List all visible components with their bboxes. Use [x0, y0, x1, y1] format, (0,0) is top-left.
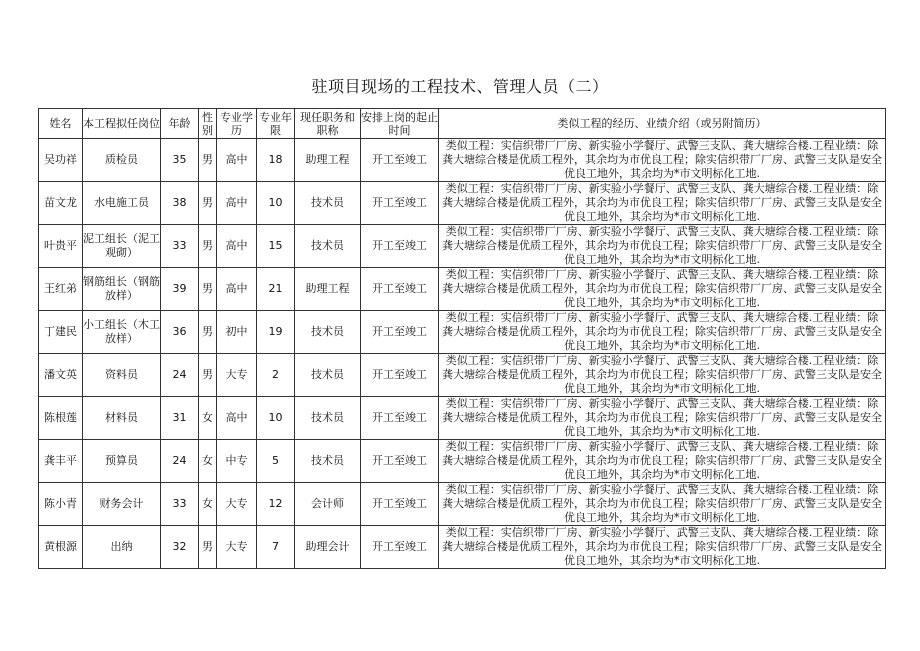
cell-age: 38 — [161, 182, 199, 225]
header-position: 本工程拟任岗位 — [83, 109, 161, 139]
cell-age: 24 — [161, 440, 199, 483]
cell-position: 小工组长（木工放样） — [83, 311, 161, 354]
cell-schedule: 开工至竣工 — [361, 483, 439, 526]
cell-age: 33 — [161, 483, 199, 526]
cell-position: 材料员 — [83, 397, 161, 440]
cell-position: 质检员 — [83, 139, 161, 182]
cell-position: 资料员 — [83, 354, 161, 397]
experience-line: 类似工程：实信织带厂厂房、新实验小学餐厅、武警三支队、龚大塘综合楼.工程业绩：除 — [445, 354, 879, 367]
cell-current-job: 技术员 — [295, 182, 361, 225]
experience-line: 优良工地外，其余均为*市文明标化工地. — [564, 382, 760, 395]
experience-line: 类似工程：实信织带厂厂房、新实验小学餐厅、武警三支队、龚大塘综合楼.工程业绩：除 — [445, 311, 879, 324]
table-row — [39, 268, 886, 311]
cell-position: 预算员 — [83, 440, 161, 483]
cell-age: 24 — [161, 354, 199, 397]
table-row — [39, 483, 886, 526]
cell-experience — [439, 440, 886, 483]
personnel-table — [38, 108, 886, 569]
cell-years: 15 — [257, 225, 295, 268]
cell-education: 中专 — [217, 440, 257, 483]
table-row — [39, 440, 886, 483]
cell-experience — [439, 526, 886, 569]
cell-schedule: 开工至竣工 — [361, 139, 439, 182]
cell-experience — [439, 483, 886, 526]
cell-name: 王红弟 — [39, 268, 83, 311]
cell-name: 陈小青 — [39, 483, 83, 526]
experience-line: 龚大塘综合楼是优质工程外，其余均为市优良工程；除实信织带厂厂房、武警三支队是安全 — [442, 454, 882, 467]
cell-position: 出纳 — [83, 526, 161, 569]
header-schedule: 安排上岗的起止时间 — [361, 110, 438, 137]
cell-gender: 男 — [199, 268, 217, 311]
cell-schedule: 开工至竣工 — [361, 397, 439, 440]
cell-position: 财务会计 — [83, 483, 161, 526]
experience-line: 优良工地外，其余均为*市文明标化工地. — [564, 554, 760, 567]
experience-line: 龚大塘综合楼是优质工程外，其余均为市优良工程；除实信织带厂厂房、武警三支队是安全 — [442, 196, 882, 209]
cell-name: 黄根源 — [39, 526, 83, 569]
cell-schedule: 开工至竣工 — [361, 311, 439, 354]
cell-experience — [439, 397, 886, 440]
experience-line: 优良工地外，其余均为*市文明标化工地. — [564, 296, 760, 309]
header-age: 年龄 — [161, 109, 199, 139]
cell-experience — [439, 311, 886, 354]
experience-line: 优良工地外，其余均为*市文明标化工地. — [564, 511, 760, 524]
cell-name: 吴功祥 — [39, 139, 83, 182]
cell-years: 18 — [257, 139, 295, 182]
experience-line: 龚大塘综合楼是优质工程外，其余均为市优良工程；除实信织带厂厂房、武警三支队是安全 — [442, 540, 882, 553]
cell-current-job: 技术员 — [295, 225, 361, 268]
cell-age: 35 — [161, 139, 199, 182]
cell-current-job: 技术员 — [295, 397, 361, 440]
cell-years: 19 — [257, 311, 295, 354]
cell-years: 10 — [257, 397, 295, 440]
cell-age: 31 — [161, 397, 199, 440]
experience-line: 优良工地外，其余均为*市文明标化工地. — [564, 425, 760, 438]
cell-education: 大专 — [217, 526, 257, 569]
experience-line: 优良工地外，其余均为*市文明标化工地. — [564, 339, 760, 352]
table-row — [39, 526, 886, 569]
cell-education: 高中 — [217, 268, 257, 311]
cell-current-job: 技术员 — [295, 311, 361, 354]
cell-age: 32 — [161, 526, 199, 569]
cell-education: 高中 — [217, 139, 257, 182]
experience-line: 优良工地外，其余均为*市文明标化工地. — [564, 468, 760, 481]
cell-name: 潘文英 — [39, 354, 83, 397]
cell-education: 高中 — [217, 397, 257, 440]
cell-age: 33 — [161, 225, 199, 268]
cell-schedule: 开工至竣工 — [361, 182, 439, 225]
cell-schedule: 开工至竣工 — [361, 225, 439, 268]
experience-line: 龚大塘综合楼是优质工程外，其余均为市优良工程；除实信织带厂厂房、武警三支队是安全 — [442, 411, 882, 424]
cell-age: 39 — [161, 268, 199, 311]
cell-name: 龚丰平 — [39, 440, 83, 483]
cell-gender: 男 — [199, 139, 217, 182]
header-education: 专业学历 — [217, 109, 257, 139]
experience-line: 优良工地外，其余均为*市文明标化工地. — [564, 167, 760, 180]
cell-experience — [439, 354, 886, 397]
experience-line: 龚大塘综合楼是优质工程外，其余均为市优良工程；除实信织带厂厂房、武警三支队是安全 — [442, 153, 882, 166]
cell-education: 高中 — [217, 225, 257, 268]
cell-age: 36 — [161, 311, 199, 354]
cell-education: 高中 — [217, 182, 257, 225]
header-years: 专业年限 — [257, 109, 295, 139]
cell-schedule: 开工至竣工 — [361, 354, 439, 397]
table-row — [39, 311, 886, 354]
cell-experience — [439, 139, 886, 182]
table-row — [39, 139, 886, 182]
experience-line: 优良工地外，其余均为*市文明标化工地. — [564, 210, 760, 223]
experience-line: 类似工程：实信织带厂厂房、新实验小学餐厅、武警三支队、龚大塘综合楼.工程业绩：除 — [445, 268, 879, 281]
experience-line: 类似工程：实信织带厂厂房、新实验小学餐厅、武警三支队、龚大塘综合楼.工程业绩：除 — [445, 526, 879, 539]
experience-line: 类似工程：实信织带厂厂房、新实验小学餐厅、武警三支队、龚大塘综合楼.工程业绩：除 — [445, 225, 879, 238]
cell-years: 7 — [257, 526, 295, 569]
cell-current-job: 会计师 — [295, 483, 361, 526]
table-row — [39, 354, 886, 397]
header-current-job: 现任职务和职称 — [295, 109, 361, 139]
header-name: 姓名 — [39, 109, 83, 139]
cell-current-job: 技术员 — [295, 354, 361, 397]
cell-education: 大专 — [217, 483, 257, 526]
experience-line: 龚大塘综合楼是优质工程外，其余均为市优良工程；除实信织带厂厂房、武警三支队是安全 — [442, 497, 882, 510]
document-title: 驻项目现场的工程技术、管理人员（二） — [311, 77, 609, 96]
cell-gender: 男 — [199, 526, 217, 569]
experience-line: 龚大塘综合楼是优质工程外，其余均为市优良工程；除实信织带厂厂房、武警三支队是安全 — [442, 368, 882, 381]
experience-line: 类似工程：实信织带厂厂房、新实验小学餐厅、武警三支队、龚大塘综合楼.工程业绩：除 — [445, 397, 879, 410]
cell-experience — [439, 268, 886, 311]
table-row — [39, 225, 886, 268]
cell-current-job: 助理工程 — [295, 268, 361, 311]
cell-position: 水电施工员 — [83, 182, 161, 225]
table-body — [39, 139, 886, 569]
cell-name: 陈根莲 — [39, 397, 83, 440]
cell-current-job: 助理工程 — [295, 139, 361, 182]
cell-experience — [439, 225, 886, 268]
cell-current-job: 技术员 — [295, 440, 361, 483]
cell-name: 丁建民 — [39, 311, 83, 354]
cell-schedule: 开工至竣工 — [361, 526, 439, 569]
cell-gender: 女 — [199, 397, 217, 440]
table-row — [39, 182, 886, 225]
cell-experience — [439, 182, 886, 225]
header-experience: 类似工程的经历、业绩介绍（或另附简历） — [439, 109, 886, 139]
cell-gender: 女 — [199, 440, 217, 483]
experience-line: 龚大塘综合楼是优质工程外，其余均为市优良工程；除实信织带厂厂房、武警三支队是安全 — [442, 282, 882, 295]
cell-years: 10 — [257, 182, 295, 225]
table-row — [39, 397, 886, 440]
experience-line: 类似工程：实信织带厂厂房、新实验小学餐厅、武警三支队、龚大塘综合楼.工程业绩：除 — [445, 139, 879, 152]
cell-schedule: 开工至竣工 — [361, 268, 439, 311]
cell-years: 12 — [257, 483, 295, 526]
cell-name: 苗文龙 — [39, 182, 83, 225]
cell-gender: 男 — [199, 225, 217, 268]
experience-line: 类似工程：实信织带厂厂房、新实验小学餐厅、武警三支队、龚大塘综合楼.工程业绩：除 — [445, 182, 879, 195]
cell-position: 泥工组长（泥工观砌） — [83, 225, 161, 268]
cell-schedule: 开工至竣工 — [361, 440, 439, 483]
experience-line: 龚大塘综合楼是优质工程外，其余均为市优良工程；除实信织带厂厂房、武警三支队是安全 — [442, 325, 882, 338]
cell-gender: 男 — [199, 182, 217, 225]
cell-gender: 女 — [199, 483, 217, 526]
cell-years: 5 — [257, 440, 295, 483]
cell-years: 21 — [257, 268, 295, 311]
cell-current-job: 助理会计 — [295, 526, 361, 569]
experience-line: 优良工地外，其余均为*市文明标化工地. — [564, 253, 760, 266]
cell-gender: 男 — [199, 311, 217, 354]
cell-education: 大专 — [217, 354, 257, 397]
header-row — [39, 109, 886, 139]
cell-education: 初中 — [217, 311, 257, 354]
experience-line: 龚大塘综合楼是优质工程外，其余均为市优良工程；除实信织带厂厂房、武警三支队是安全 — [442, 239, 882, 252]
experience-line: 类似工程：实信织带厂厂房、新实验小学餐厅、武警三支队、龚大塘综合楼.工程业绩：除 — [445, 440, 879, 453]
header-gender: 性别 — [199, 109, 217, 139]
cell-gender: 男 — [199, 354, 217, 397]
cell-name: 叶贵平 — [39, 225, 83, 268]
cell-position: 钢筋组长（钢筋放样） — [83, 268, 161, 311]
cell-years: 2 — [257, 354, 295, 397]
experience-line: 类似工程：实信织带厂厂房、新实验小学餐厅、武警三支队、龚大塘综合楼.工程业绩：除 — [445, 483, 879, 496]
